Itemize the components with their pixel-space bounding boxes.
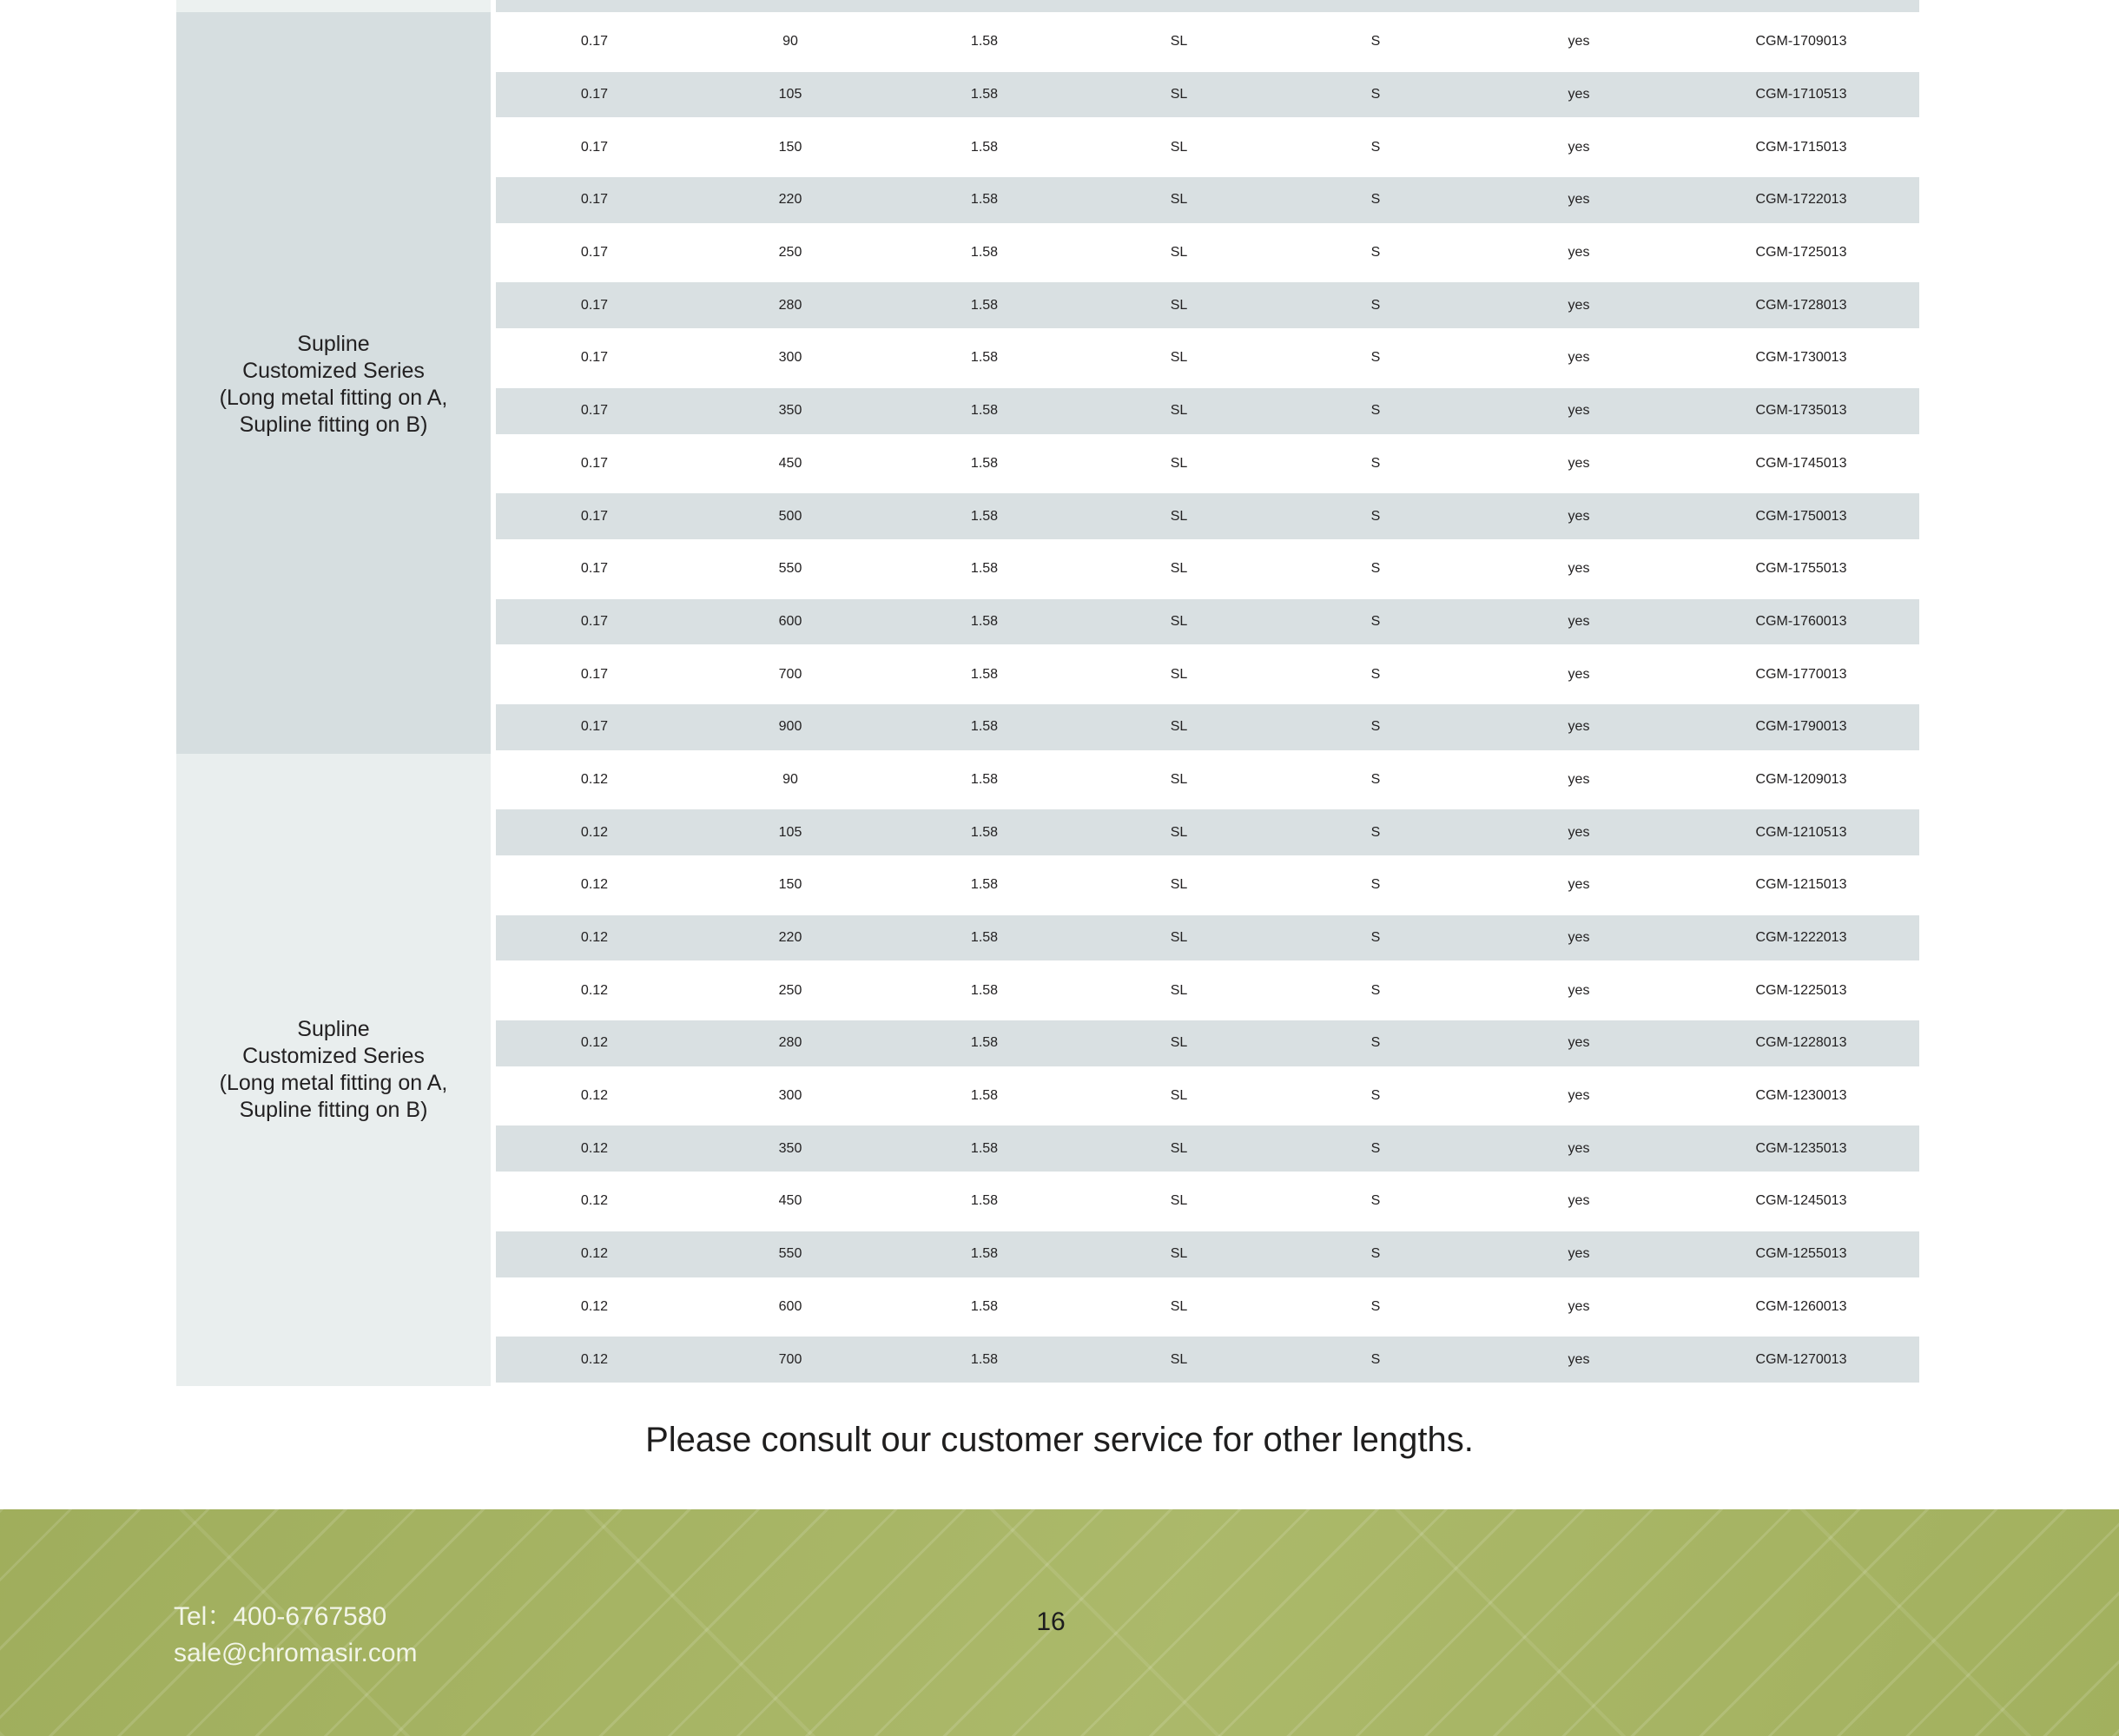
table-cell: yes <box>1568 403 1590 419</box>
table-cell: 105 <box>778 87 802 102</box>
table-cell: S <box>1370 719 1381 735</box>
table-cell: SL <box>1170 771 1188 787</box>
table-cell: yes <box>1568 350 1590 366</box>
table-row <box>496 279 1919 332</box>
series-label-line: (Long metal fitting on A, <box>219 385 448 410</box>
table-cell: CGM-1270013 <box>1755 1351 1847 1367</box>
table-cell: CGM-1255013 <box>1755 1246 1847 1262</box>
table-cell: 450 <box>778 1193 802 1209</box>
series-label <box>176 754 491 1386</box>
table-cell: SL <box>1170 350 1188 366</box>
table-cell: S <box>1370 824 1381 840</box>
table-cell: CGM-1230013 <box>1755 1088 1847 1104</box>
table-row <box>496 121 1919 174</box>
table-row <box>496 1175 1919 1228</box>
table-cell: 0.12 <box>580 824 609 840</box>
table-cell: 1.58 <box>970 192 999 208</box>
table-cell: S <box>1370 1035 1381 1051</box>
table-cell: SL <box>1170 982 1188 998</box>
table-cell: S <box>1370 1088 1381 1104</box>
series-label-line: Supline <box>297 331 370 356</box>
series-label-line: Customized Series <box>242 358 425 383</box>
table-cell: 280 <box>778 1035 802 1051</box>
page-footer <box>0 1509 2119 1736</box>
table-cell: S <box>1370 877 1381 893</box>
table-row <box>496 648 1919 701</box>
table-cell: yes <box>1568 297 1590 313</box>
table-cell: 0.17 <box>580 561 609 577</box>
table-cell: SL <box>1170 1088 1188 1104</box>
table-cell: 0.17 <box>580 666 609 682</box>
table-cell: 450 <box>778 455 802 471</box>
table-cell: 0.17 <box>580 508 609 524</box>
table-cell: SL <box>1170 297 1188 313</box>
table-cell: CGM-1235013 <box>1755 1140 1847 1156</box>
table-cell: 0.12 <box>580 930 609 946</box>
table-row <box>496 438 1919 491</box>
table-cell: 300 <box>778 1088 802 1104</box>
table-cell: yes <box>1568 1193 1590 1209</box>
table-cell: 1.58 <box>970 1088 999 1104</box>
table-cell: 220 <box>778 930 802 946</box>
table-group <box>176 16 1919 754</box>
group-rows <box>496 16 1919 754</box>
table-groups <box>176 16 1919 1386</box>
group-rows <box>496 754 1919 1386</box>
table-cell: yes <box>1568 1035 1590 1051</box>
table-cell: 550 <box>778 1246 802 1262</box>
table-cell: 1.58 <box>970 87 999 102</box>
table-cell: S <box>1370 34 1381 50</box>
table-cell: 1.58 <box>970 508 999 524</box>
table-cell: S <box>1370 192 1381 208</box>
table-row <box>496 1228 1919 1281</box>
table-cell: 0.17 <box>580 455 609 471</box>
table-cell: yes <box>1568 139 1590 155</box>
table-cell: SL <box>1170 824 1188 840</box>
table-cell: 300 <box>778 350 802 366</box>
table-cell: 1.58 <box>970 403 999 419</box>
table-cell: yes <box>1568 1140 1590 1156</box>
table-cell: yes <box>1568 1246 1590 1262</box>
table-cell: 1.58 <box>970 666 999 682</box>
table-cell: S <box>1370 1298 1381 1314</box>
table-cell: CGM-1222013 <box>1755 930 1847 946</box>
table-row <box>496 332 1919 385</box>
table-cell: S <box>1370 139 1381 155</box>
table-cell: yes <box>1568 930 1590 946</box>
table-cell: S <box>1370 1351 1381 1367</box>
table-cell: 350 <box>778 403 802 419</box>
table-cell: S <box>1370 666 1381 682</box>
table-row <box>496 859 1919 912</box>
table-cell: yes <box>1568 561 1590 577</box>
table-row <box>496 174 1919 227</box>
table-cell: 1.58 <box>970 139 999 155</box>
table-cell: S <box>1370 930 1381 946</box>
table-cell: yes <box>1568 719 1590 735</box>
table-cell: 500 <box>778 508 802 524</box>
table-cell: SL <box>1170 245 1188 261</box>
table-cell: 1.58 <box>970 719 999 735</box>
series-label-line: (Long metal fitting on A, <box>219 1070 448 1095</box>
table-cell: S <box>1370 508 1381 524</box>
table-group <box>176 754 1919 1386</box>
table-cell: SL <box>1170 613 1188 629</box>
table-cell: S <box>1370 771 1381 787</box>
table-cell: CGM-1715013 <box>1755 139 1847 155</box>
table-row <box>496 490 1919 543</box>
series-label-line: Supline fitting on B) <box>239 412 428 437</box>
table-cell: yes <box>1568 613 1590 629</box>
table-cell: CGM-1245013 <box>1755 1193 1847 1209</box>
cutoff-label-cell <box>176 0 491 12</box>
series-label <box>176 16 491 754</box>
table-cell: SL <box>1170 34 1188 50</box>
table-cell: yes <box>1568 34 1590 50</box>
table-cell: CGM-1790013 <box>1755 719 1847 735</box>
series-label-line: Supline fitting on B) <box>239 1097 428 1122</box>
table-cell: yes <box>1568 1298 1590 1314</box>
table-cell: 0.17 <box>580 245 609 261</box>
table-cell: 0.17 <box>580 350 609 366</box>
table-cell: 1.58 <box>970 930 999 946</box>
table-row <box>496 701 1919 754</box>
table-cell: CGM-1745013 <box>1755 455 1847 471</box>
table-cell: 250 <box>778 982 802 998</box>
table-cell: yes <box>1568 666 1590 682</box>
table-row <box>496 596 1919 649</box>
table-cell: 1.58 <box>970 771 999 787</box>
table-cell: 1.58 <box>970 877 999 893</box>
table-cell: 220 <box>778 192 802 208</box>
footer-email[interactable]: sale@chromasir.com <box>174 1639 418 1667</box>
table-row <box>496 912 1919 965</box>
table-cell: SL <box>1170 930 1188 946</box>
table-row <box>496 754 1919 807</box>
table-cell: CGM-1770013 <box>1755 666 1847 682</box>
table-cell: CGM-1709013 <box>1755 34 1847 50</box>
table-cell: S <box>1370 982 1381 998</box>
table-cell: 250 <box>778 245 802 261</box>
table-cell: 1.58 <box>970 613 999 629</box>
table-cell: SL <box>1170 877 1188 893</box>
table-cell: 1.58 <box>970 245 999 261</box>
table-cell: SL <box>1170 1298 1188 1314</box>
table-cell: SL <box>1170 1035 1188 1051</box>
table-cell: CGM-1225013 <box>1755 982 1847 998</box>
table-cell: 0.12 <box>580 1351 609 1367</box>
table-cell: SL <box>1170 719 1188 735</box>
table-cell: 150 <box>778 877 802 893</box>
table-cell: CGM-1750013 <box>1755 508 1847 524</box>
table-cell: 280 <box>778 297 802 313</box>
table-cell: 1.58 <box>970 1298 999 1314</box>
table-cell: yes <box>1568 87 1590 102</box>
table-cell: yes <box>1568 1088 1590 1104</box>
table-cell: SL <box>1170 666 1188 682</box>
table-cell: yes <box>1568 192 1590 208</box>
table-cell: 1.58 <box>970 824 999 840</box>
table-cell: 0.17 <box>580 719 609 735</box>
table-cell: yes <box>1568 771 1590 787</box>
table-cell: SL <box>1170 139 1188 155</box>
table-cell: CGM-1210513 <box>1755 824 1847 840</box>
cutoff-row-strip <box>176 0 1919 12</box>
table-cell: 0.12 <box>580 1246 609 1262</box>
table-cell: S <box>1370 403 1381 419</box>
table-cell: 0.12 <box>580 1298 609 1314</box>
table-cell: CGM-1728013 <box>1755 297 1847 313</box>
table-cell: 0.17 <box>580 34 609 50</box>
table-cell: SL <box>1170 508 1188 524</box>
table-cell: CGM-1215013 <box>1755 877 1847 893</box>
table-row <box>496 69 1919 122</box>
table-cell: yes <box>1568 824 1590 840</box>
table-cell: yes <box>1568 508 1590 524</box>
table-cell: 900 <box>778 719 802 735</box>
series-label-line: Customized Series <box>242 1043 425 1068</box>
table-cell: 0.17 <box>580 87 609 102</box>
table-cell: 550 <box>778 561 802 577</box>
table-cell: yes <box>1568 455 1590 471</box>
table-cell: 1.58 <box>970 1351 999 1367</box>
table-cell: S <box>1370 245 1381 261</box>
table-row <box>496 543 1919 596</box>
table-cell: 0.12 <box>580 877 609 893</box>
table-row <box>496 806 1919 859</box>
table-cell: 700 <box>778 1351 802 1367</box>
table-cell: SL <box>1170 192 1188 208</box>
table-cell: SL <box>1170 455 1188 471</box>
table-cell: S <box>1370 455 1381 471</box>
table-row <box>496 16 1919 69</box>
table-cell: SL <box>1170 1140 1188 1156</box>
table-cell: 1.58 <box>970 1140 999 1156</box>
table-cell: 90 <box>782 34 798 50</box>
table-row <box>496 1122 1919 1175</box>
table-cell: 1.58 <box>970 350 999 366</box>
table-cell: 0.17 <box>580 613 609 629</box>
table-cell: S <box>1370 613 1381 629</box>
table-cell: S <box>1370 297 1381 313</box>
table-cell: 1.58 <box>970 561 999 577</box>
table-cell: CGM-1730013 <box>1755 350 1847 366</box>
table-cell: CGM-1755013 <box>1755 561 1847 577</box>
table-cell: CGM-1710513 <box>1755 87 1847 102</box>
table-cell: 0.12 <box>580 982 609 998</box>
table-cell: 1.58 <box>970 1246 999 1262</box>
table-cell: 350 <box>778 1140 802 1156</box>
table-cell: 0.12 <box>580 1088 609 1104</box>
table-cell: 600 <box>778 1298 802 1314</box>
table-cell: 1.58 <box>970 34 999 50</box>
table-cell: 90 <box>782 771 798 787</box>
table-cell: S <box>1370 561 1381 577</box>
table-cell: CGM-1760013 <box>1755 613 1847 629</box>
table-cell: S <box>1370 87 1381 102</box>
table-cell: 1.58 <box>970 297 999 313</box>
table-cell: 0.17 <box>580 139 609 155</box>
table-cell: 1.58 <box>970 455 999 471</box>
table-cell: SL <box>1170 1351 1188 1367</box>
table-cell: 1.58 <box>970 1193 999 1209</box>
footer-tel: Tel：400-6767580 <box>174 1602 387 1631</box>
table-row <box>496 1017 1919 1070</box>
table-cell: 0.17 <box>580 297 609 313</box>
table-cell: 600 <box>778 613 802 629</box>
table-row <box>496 227 1919 280</box>
product-table <box>176 0 1919 1386</box>
cutoff-data-cell <box>496 0 1919 12</box>
table-cell: yes <box>1568 1351 1590 1367</box>
table-row <box>496 1281 1919 1334</box>
table-cell: CGM-1260013 <box>1755 1298 1847 1314</box>
table-cell: 0.17 <box>580 192 609 208</box>
footer-contact <box>174 1599 418 1672</box>
table-cell: 1.58 <box>970 1035 999 1051</box>
table-cell: 0.12 <box>580 1193 609 1209</box>
table-cell: SL <box>1170 87 1188 102</box>
table-cell: CGM-1209013 <box>1755 771 1847 787</box>
table-cell: S <box>1370 1140 1381 1156</box>
table-cell: SL <box>1170 1193 1188 1209</box>
table-cell: 0.17 <box>580 403 609 419</box>
table-cell: yes <box>1568 982 1590 998</box>
table-cell: CGM-1725013 <box>1755 245 1847 261</box>
table-cell: 0.12 <box>580 771 609 787</box>
table-cell: 150 <box>778 139 802 155</box>
table-cell: 105 <box>778 824 802 840</box>
table-row <box>496 1333 1919 1386</box>
table-cell: CGM-1228013 <box>1755 1035 1847 1051</box>
table-cell: CGM-1735013 <box>1755 403 1847 419</box>
table-cell: SL <box>1170 1246 1188 1262</box>
page-number: 16 <box>1036 1607 1066 1636</box>
table-row <box>496 1070 1919 1123</box>
consult-note: Please consult our customer service for other lengths. <box>645 1421 1474 1459</box>
table-row <box>496 385 1919 438</box>
series-label-line: Supline <box>297 1016 370 1041</box>
table-cell: CGM-1722013 <box>1755 192 1847 208</box>
table-cell: S <box>1370 350 1381 366</box>
table-cell: 0.12 <box>580 1140 609 1156</box>
table-cell: SL <box>1170 561 1188 577</box>
table-cell: 1.58 <box>970 982 999 998</box>
table-cell: S <box>1370 1193 1381 1209</box>
table-cell: yes <box>1568 877 1590 893</box>
table-cell: SL <box>1170 403 1188 419</box>
table-row <box>496 964 1919 1017</box>
table-cell: yes <box>1568 245 1590 261</box>
table-cell: 700 <box>778 666 802 682</box>
table-cell: 0.12 <box>580 1035 609 1051</box>
table-cell: S <box>1370 1246 1381 1262</box>
